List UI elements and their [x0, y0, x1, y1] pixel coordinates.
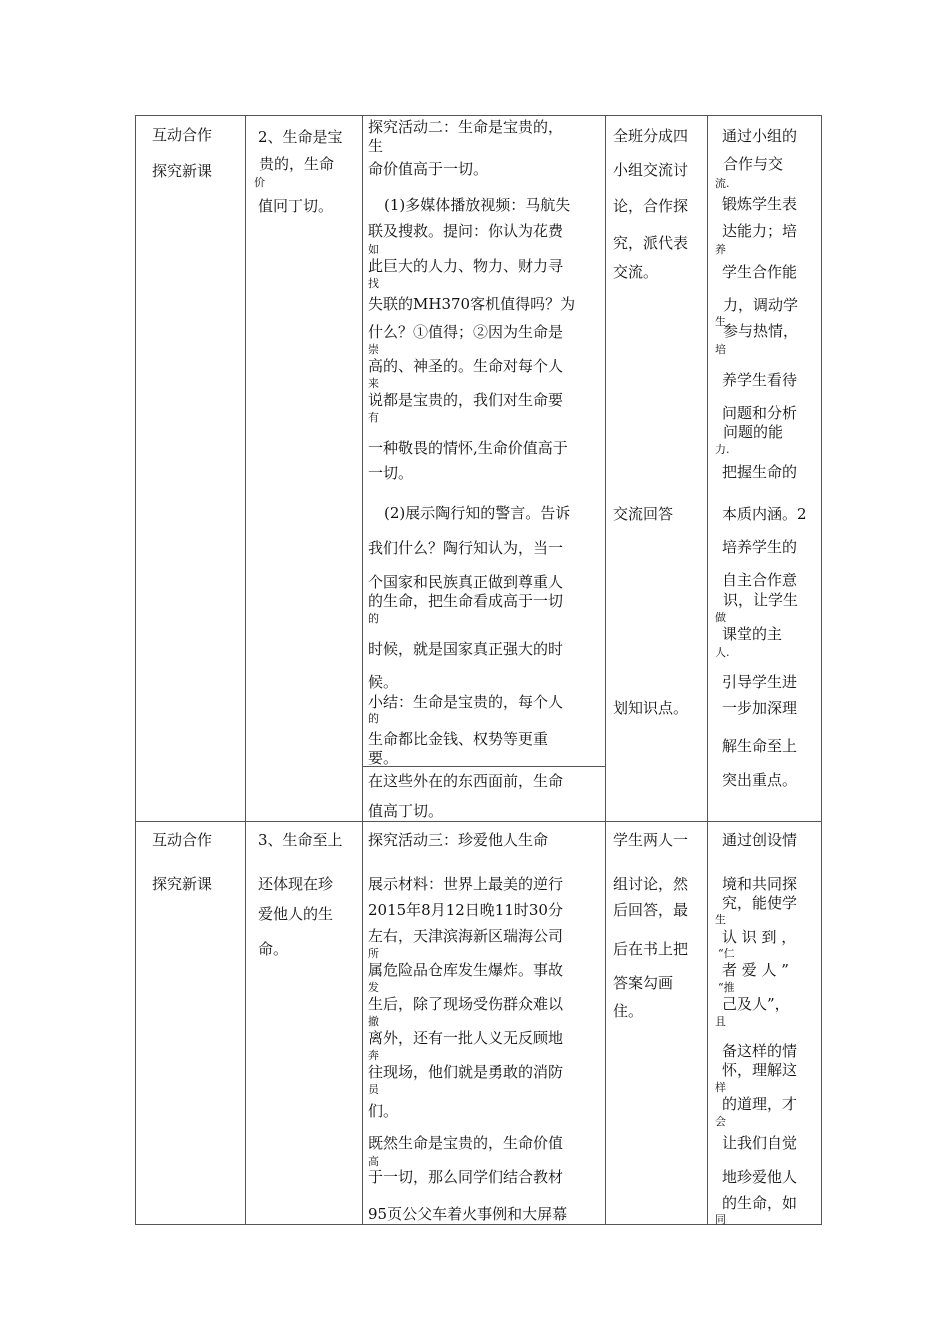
activity-line: 的生命，把生命看成高于一切: [368, 592, 564, 610]
activity-line: 探究活动三：珍爱他人生命: [368, 831, 549, 849]
intent-line: 解生命至上: [722, 737, 798, 755]
activity-line: 一切。: [368, 464, 414, 482]
activity-line: 什么？①值得；②因为生命是: [368, 323, 564, 341]
intent-line: 生: [715, 913, 726, 926]
content-line: 值冋丁切。: [258, 197, 334, 215]
column-divider: [362, 116, 363, 1224]
intent-line: 突出重点。: [722, 771, 798, 789]
activity-line: 小结：生命是宝贵的，每个人: [368, 693, 564, 711]
activity-line: 找: [368, 277, 379, 290]
intent-line: 境和共同探: [722, 875, 798, 893]
student-line: 学生两人一: [613, 831, 689, 849]
intent-line: 地珍爱他人: [722, 1168, 798, 1186]
student-line: 全班分成四: [613, 127, 689, 145]
content-line: 3、生命至上: [258, 831, 343, 849]
intent-line: 本质内涵。2: [722, 505, 807, 523]
intent-line: 力.: [715, 443, 730, 456]
intent-line: “仁: [718, 947, 735, 960]
activity-line: 生: [368, 137, 384, 155]
content-line: 命。: [258, 940, 289, 958]
intent-line: 锻炼学生表: [722, 195, 798, 213]
student-line: 后在书上把: [613, 940, 689, 958]
student-line: 组讨论，然: [613, 875, 689, 893]
activity-line: 奔: [368, 1049, 379, 1062]
activity-line: 属危险品仓库发生爆炸。事故: [368, 961, 564, 979]
activity-line: 失联的MH370客机值得吗？为: [368, 295, 576, 313]
column-divider: [605, 116, 606, 1224]
activity-line: 在这些外在的东西面前，生命: [368, 772, 564, 790]
content-line: 爱他人的生: [258, 905, 334, 923]
intent-line: 让我们自觉: [722, 1134, 798, 1152]
student-line: 小组交流讨: [613, 161, 689, 179]
student-line: 交流回答: [613, 505, 674, 523]
intent-line: 问题和分析: [722, 404, 798, 422]
intent-line: 课堂的主: [722, 625, 783, 643]
activity-line: 离外，还有一批人义无反顾地: [368, 1029, 564, 1047]
intent-line: 通过创设情: [722, 831, 798, 849]
lesson-plan-table: [135, 115, 822, 1225]
activity-line: 左右，天津滨海新区瑞海公司: [368, 927, 564, 945]
activity-line: 要。: [368, 749, 399, 767]
activity-line: 候。: [368, 673, 399, 691]
activity-line: 崇: [368, 343, 379, 356]
intent-line: 样: [715, 1081, 726, 1094]
intent-line: 通过小组的: [722, 127, 798, 145]
stage-label: 互动合作: [152, 831, 213, 849]
activity-line: 来: [368, 377, 379, 390]
intent-line: 识，让学生: [723, 591, 799, 609]
activity-line: 往现场，他们就是勇敢的消防: [368, 1063, 564, 1081]
intent-line: 会: [715, 1115, 726, 1128]
intent-line: 的道理，才: [722, 1095, 798, 1113]
activity-line: 说都是宝贵的，我们对生命要: [368, 391, 564, 409]
activity-line: 我们什么？陶行知认为，当一: [368, 539, 564, 557]
content-line: 还体现在珍: [258, 875, 334, 893]
activity-line: 此巨大的人力、物力、财力寻: [368, 257, 564, 275]
student-line: 答案勾画: [613, 974, 674, 992]
activity-line: 生命都比金钱、权势等更重: [368, 730, 549, 748]
activity-line: 生后，除了现场受伤群众难以: [368, 995, 564, 1013]
cell-divider: [362, 766, 605, 767]
student-line: 住。: [613, 1002, 644, 1020]
intent-line: 备这样的情: [722, 1042, 798, 1060]
activity-line: 联及搜救。提问：你认为花费: [368, 222, 564, 240]
stage-label: 探究新课: [152, 162, 213, 180]
activity-line: 的: [368, 612, 379, 625]
intent-line: 养: [715, 243, 726, 256]
intent-line: 问题的能: [723, 423, 784, 441]
intent-line: 流.: [715, 177, 730, 190]
intent-line: 养学生看待: [722, 371, 798, 389]
intent-line: 一步加深理: [722, 699, 798, 717]
activity-line: 有: [368, 411, 379, 424]
intent-line: 认 识 到 ，: [722, 928, 797, 946]
activity-line: 一种敬畏的情怀,生命价值高于: [368, 439, 568, 457]
activity-line: 撤: [368, 1015, 379, 1028]
intent-line: 同: [715, 1213, 726, 1226]
activity-line: 值高丁切。: [368, 802, 444, 820]
activity-line: 员: [368, 1083, 379, 1096]
stage-label: 互动合作: [152, 126, 213, 144]
intent-line: 自主合作意: [722, 571, 798, 589]
activity-line: 发: [368, 981, 379, 994]
activity-line: 于一切，那么同学们结合教材: [368, 1168, 564, 1186]
intent-line: 做: [715, 611, 726, 624]
intent-line: 培: [715, 343, 726, 356]
intent-line: 人.: [715, 646, 730, 659]
intent-line: 者 爱 人 ”: [722, 961, 789, 979]
intent-line: 把握生命的: [722, 463, 798, 481]
student-line: 交流。: [613, 263, 659, 281]
content-line: 贵的，生命: [259, 155, 335, 173]
activity-line: 个国家和民族真正做到尊重人: [368, 573, 564, 591]
activity-line: 高: [368, 1155, 379, 1168]
activity-line: 的: [368, 712, 379, 725]
activity-line: 高的、神圣的。生命对每个人: [368, 357, 564, 375]
intent-line: 达能力；培: [722, 222, 798, 240]
activity-line: (1)多媒体播放视频：马航失: [384, 196, 571, 214]
activity-line: 既然生命是宝贵的，生命价值: [368, 1134, 564, 1152]
activity-line: 所: [368, 947, 379, 960]
column-divider: [245, 116, 246, 1224]
intent-line: 的生命，如: [722, 1194, 798, 1212]
intent-line: “推: [718, 981, 735, 994]
student-line: 究，派代表: [613, 234, 689, 252]
activity-line: 95页公父车着火事例和大屏幕: [368, 1205, 568, 1223]
intent-line: 且: [715, 1015, 726, 1028]
student-line: 后回答，最: [613, 901, 689, 919]
activity-line: 如: [368, 243, 379, 256]
student-line: 论，合作探: [613, 197, 689, 215]
intent-line: 学生合作能: [722, 263, 798, 281]
intent-line: 生: [715, 315, 726, 328]
activity-line: 展示材料：世界上最美的逆行: [368, 875, 564, 893]
content-line: 2、生命是宝: [258, 128, 343, 146]
intent-line: 究，能使学: [722, 894, 798, 912]
intent-line: 培养学生的: [722, 538, 798, 556]
intent-line: 怀，理解这: [722, 1061, 798, 1079]
intent-line: 力，调动学: [723, 296, 799, 314]
activity-line: 时候，就是国家真正强大的时: [368, 640, 564, 658]
row-divider: [136, 821, 821, 822]
stage-label: 探究新课: [152, 875, 213, 893]
activity-line: 们。: [368, 1102, 399, 1120]
content-line: 价: [254, 176, 265, 189]
activity-line: 2015年8月12日晚11时30分: [368, 901, 563, 919]
activity-line: 命价值高于一切。: [368, 160, 489, 178]
intent-line: 引导学生进: [722, 673, 798, 691]
intent-line: 己及人”，: [722, 995, 790, 1013]
activity-line: (2)展示陶行知的警言。告诉: [384, 504, 571, 522]
activity-line: 探究活动二：生命是宝贵的，: [368, 118, 564, 136]
student-line: 划知识点。: [613, 699, 689, 717]
intent-line: 合作与交: [723, 155, 784, 173]
intent-line: 参与热情，: [723, 322, 799, 340]
column-divider: [707, 116, 708, 1224]
